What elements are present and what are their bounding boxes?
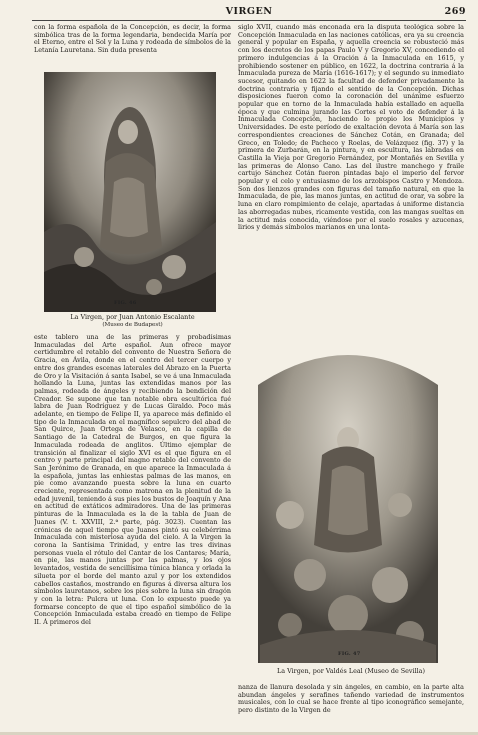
header-rule bbox=[32, 20, 466, 21]
page-number: 269 bbox=[444, 6, 466, 17]
figure-caption-left bbox=[34, 314, 231, 330]
caption-title: La Virgen, por Juan Antonio Escalante bbox=[70, 313, 195, 321]
right-column-bottom-text bbox=[238, 684, 464, 724]
left-column-top-text bbox=[34, 24, 231, 71]
figure-label: FIG. 46 bbox=[114, 300, 137, 306]
painting-image bbox=[250, 345, 446, 665]
right-column-top-text bbox=[238, 24, 464, 346]
paragraph: este tablero una de las primeras y probadísimas Inmaculadas del Arte español. Aun ofrece mayor certidumbre el retablo del convento de Nuestra Señora de Gracia, en Ávila, donde en el centro del tercer cuerpo y entre dos grandes escenas laterales del Abrazo en la Puerta de Oro y la Visitación á santa Isabel, se ve á una Inmaculada hollando la Luna, juntas las extendidas manos por las palmas, rodeada de ángeles y recibiendo la bendición del Creador. Se supone que tan notable obra escultórica fué labra de Juan Rodríguez y de Lucas Giraldo. Poco más adelante, en tiempo de Felipe II, ya aparece más definido el tipo de la Inmaculada en el magnífico sepulcro del abad de San Quirce, Juan Ortega de Velasco, en la capilla de Santiago de la Catedral de Burgos, en que figura la Inmaculada rodeada de anglitos. Último ejemplar de transición al finalizar el siglo XVI es el que figura en el centro y parte principal del magno retablo del convento de San Jerónimo de Granada, en que aparece la Inmaculada á la española, juntas las enhiestas palmas de las manos, en pie como avanzando puesta sobre la luna en cuarto creciente, representada como matrona en la plenitud de la edad juvenil, teniendo á sus pies los bustos de Joaquín y Ana en actitud de extáticos admiradores. Una de las primeras pinturas de la Inmaculada es la de la tabla de Juan de Juanes (V. t. XXVIII, 2.ª parte, pág. 3023). Cuentan las crónicas de aquel tiempo que Juanes pintó su celebérrima Inmaculada con misteriosa ayuda del cielo. Á la Virgen la corona la Santísima Trinidad, y entre las tres divinas personas vuela el rótulo del Cantar de los Cantares; María, en pie, las manos juntas por las palmas, y los ojos levantados, vestida de sencillísima túnica blanca y orlada la silueta por el borde del manto azul y por los extendidos cabellos castaños, mostrando en figuras á diversa altura los símbolos lauretanos, sobre los pies sobre la luna sin dragón y con la letra: Pulcra ut luna. Con lo expuesto puede ya formarse concepto de que el tipo español simbólico de la Concepción Inmaculada estaba creado en tiempo de Felipe II. Á primeros del bbox=[34, 334, 231, 627]
paragraph: con la forma española de la Concepción, es decir, la forma simbólica tras de la forma legendaria, bendecida María por el Eterno, entre el Sol y la Luna y rodeada de símbolos de la Letanía Lauretana. Sin duda presenta bbox=[34, 24, 231, 55]
page-header bbox=[32, 6, 466, 20]
painting-image bbox=[44, 72, 216, 312]
caption-title: La Virgen, por Valdés Leal (Museo de Sevilla) bbox=[277, 667, 425, 675]
paragraph: siglo XVII, cuando más enconada era la disputa teológica sobre la Concepción Inmaculada en las naciones católicas, era ya su creencia general y popular en España, y aquella creencia se robusteció más con los decretos de los papas Paulo V y Gregorio XV, concediendo el primero indulgencias á la Oración á la Inmaculada en 1615, y prohibiendo sostener en público, en 1622, la doctrina contraria á la Inmaculada pureza de María (1616-1617); y el segundo su inmediato sucesor, quitando en 1622 la facultad de defender privadamente la doctrina contraria y fijando el sentido de la Concepción. Dichas disposiciones fueron como la coronación del unánime esfuerzo popular que en torno de la Inmaculada había estallado en aquella época y que culmina jurando las Cortes el voto de defender á la Inmaculada Concepción, haciendo lo propio los Municipios y Universidades. De este período de exaltación devota á María son las correspondientes creaciones de Sánchez Cotán, en Granada; del Greco, en Toledo; de Pacheco y Roelas, de Velázquez (fig. 37) y la primera de Zurbarán, en la pintura, y en escultura, las labradas en Castilla la Vieja por Gregorio Fernández, por Montañés en Sevilla y las primeras de Alonso Cano. Las del ilustre manchego y fraile cartujo Sánchez Cotán fueron pintadas bajo el imperio del fervor popular y el celo y entusiasmo de los arzobispos Castro y Mendoza. Son dos lienzos grandes con figuras del tamaño natural, en que la Inmaculada, de pie, las manos juntas, en actitud de orar, va sobre la luna en claro rompimiento de celaje, apartadas á uniforme distancia las aborregadas nubes, ricamente vestida, con las mangas sueltas en la actitud más conocida, viéndose por el suelo rosales y azucenas, lirios y demás símbolos marianos en una lonta- bbox=[238, 24, 464, 232]
caption-museum: (Museo de Budapest) bbox=[102, 321, 163, 328]
paragraph: nanza de llanura desolada y sin ángeles, en cambio, en la parte alta abundan ángeles y serafines tañendo variedad de instrumentos musicales, con lo cual se hace frente al tipo iconográfico semejante, pero distinto de la Virgen de bbox=[238, 684, 464, 715]
figure-caption-right bbox=[238, 668, 464, 676]
running-title: VIRGEN bbox=[225, 6, 273, 17]
figure-label: FIG. 47 bbox=[338, 651, 361, 657]
left-column-bottom-text bbox=[34, 334, 231, 717]
figure-escalante bbox=[44, 72, 216, 312]
figure-valdes-leal bbox=[250, 345, 446, 665]
